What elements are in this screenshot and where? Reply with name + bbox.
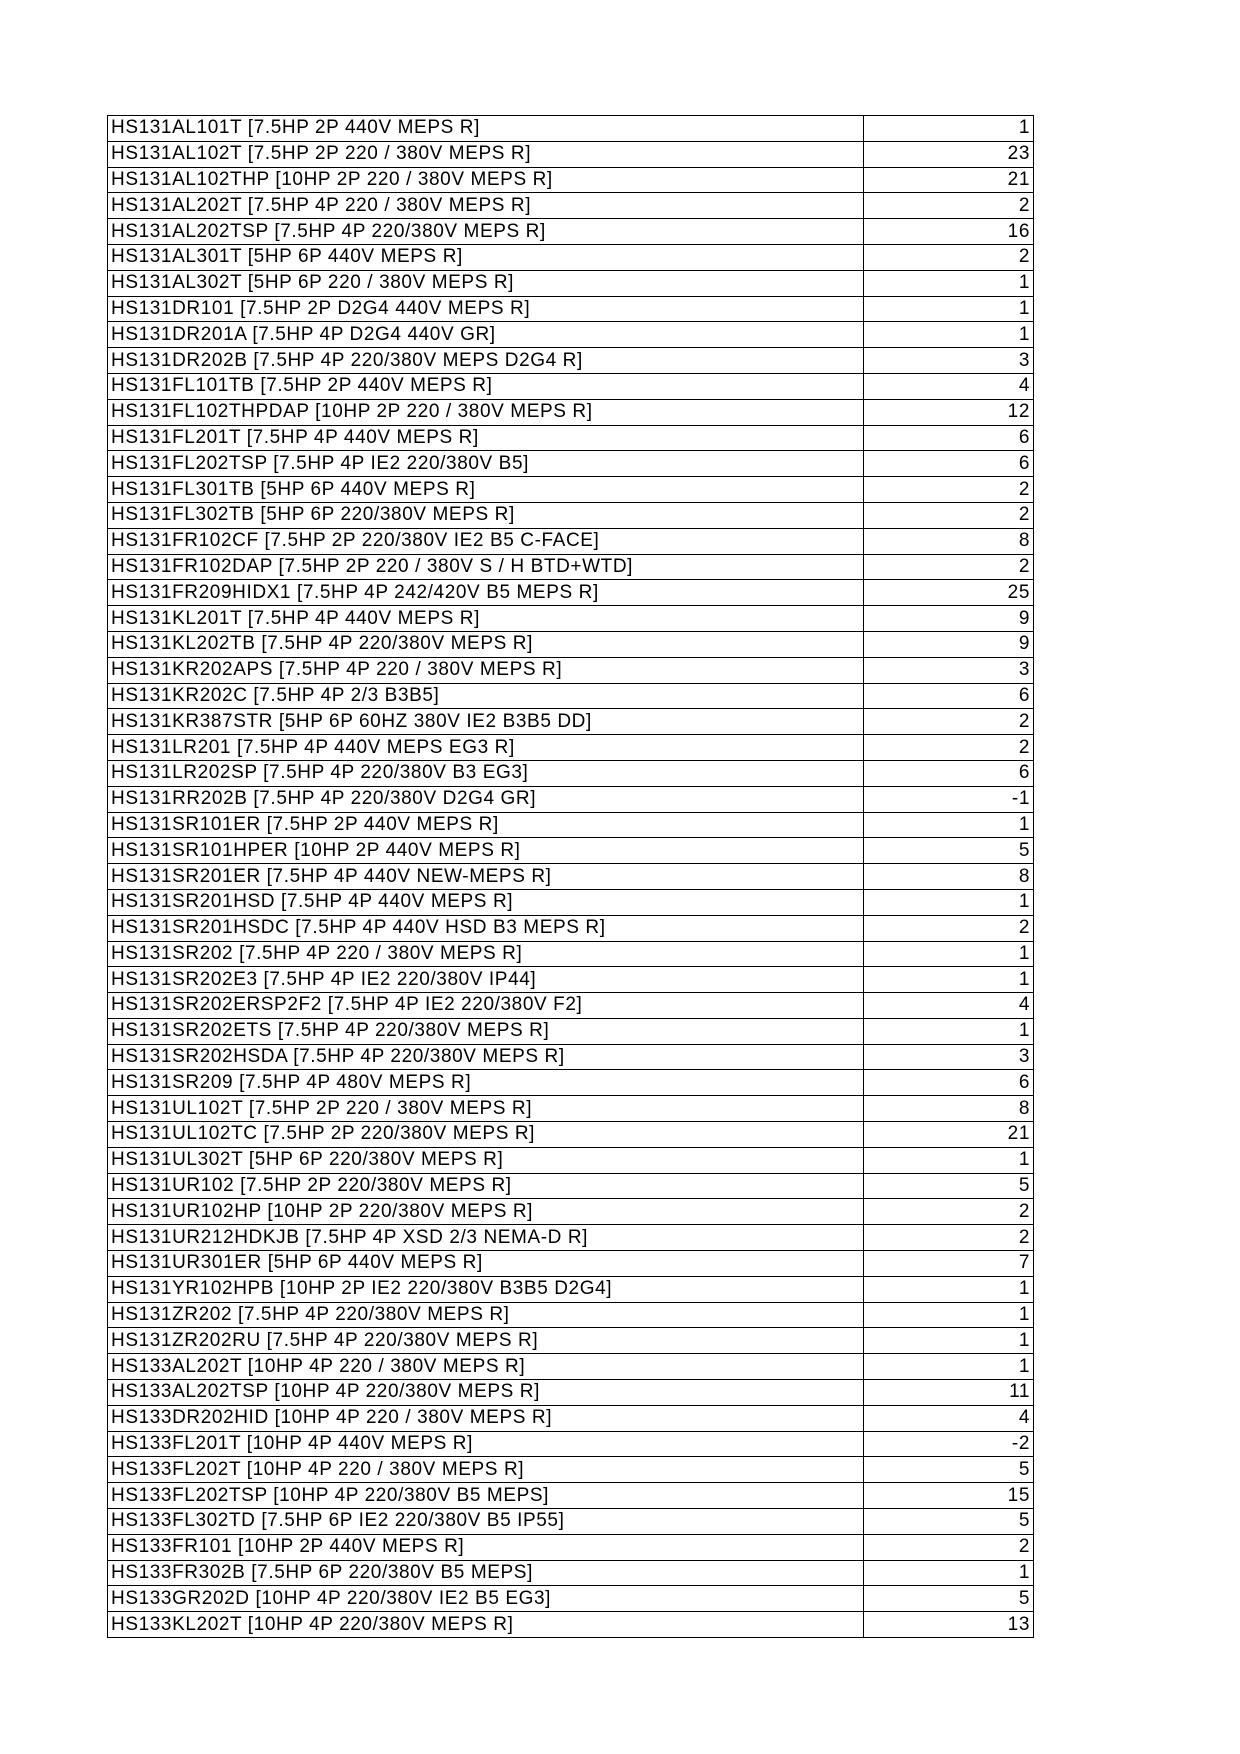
part-number-cell: HS131FL102THPDAP [10HP 2P 220 / 380V MEPS R] (108, 399, 864, 425)
table-row (108, 451, 1034, 477)
quantity-cell: 2 (864, 477, 1034, 503)
table-row (108, 554, 1034, 580)
part-number-cell: HS131DR201A [7.5HP 4P D2G4 440V GR] (108, 322, 864, 348)
quantity-cell: 21 (864, 167, 1034, 193)
quantity-cell: -2 (864, 1431, 1034, 1457)
quantity-cell: 1 (864, 270, 1034, 296)
quantity-cell: 3 (864, 1044, 1034, 1070)
quantity-cell: 1 (864, 1328, 1034, 1354)
part-number-cell: HS131KR202APS [7.5HP 4P 220 / 380V MEPS R] (108, 657, 864, 683)
part-number-cell: HS133FL302TD [7.5HP 6P IE2 220/380V B5 IP55] (108, 1509, 864, 1535)
quantity-cell: 1 (864, 1276, 1034, 1302)
part-number-cell: HS131SR201HSDC [7.5HP 4P 440V HSD B3 MEPS R] (108, 915, 864, 941)
part-number-cell: HS133FL202T [10HP 4P 220 / 380V MEPS R] (108, 1457, 864, 1483)
table-row (108, 683, 1034, 709)
quantity-cell: 1 (864, 967, 1034, 993)
table-row (108, 1276, 1034, 1302)
quantity-cell: 25 (864, 580, 1034, 606)
table-row (108, 502, 1034, 528)
quantity-cell: 2 (864, 735, 1034, 761)
quantity-cell: 11 (864, 1380, 1034, 1406)
part-number-cell: HS133FR101 [10HP 2P 440V MEPS R] (108, 1534, 864, 1560)
quantity-cell: 4 (864, 993, 1034, 1019)
quantity-cell: 6 (864, 425, 1034, 451)
table-row (108, 1147, 1034, 1173)
table-row (108, 915, 1034, 941)
quantity-cell: 15 (864, 1483, 1034, 1509)
table-row (108, 141, 1034, 167)
quantity-cell: 2 (864, 244, 1034, 270)
part-number-cell: HS131FR102CF [7.5HP 2P 220/380V IE2 B5 C-FACE] (108, 528, 864, 554)
part-number-cell: HS131SR201ER [7.5HP 4P 440V NEW-MEPS R] (108, 864, 864, 890)
part-number-cell: HS131LR202SP [7.5HP 4P 220/380V B3 EG3] (108, 760, 864, 786)
part-number-cell: HS131SR101HPER [10HP 2P 440V MEPS R] (108, 838, 864, 864)
quantity-cell: 13 (864, 1612, 1034, 1638)
table-row (108, 528, 1034, 554)
table-row (108, 1096, 1034, 1122)
quantity-cell: 12 (864, 399, 1034, 425)
quantity-cell: 3 (864, 348, 1034, 374)
quantity-cell: 8 (864, 1096, 1034, 1122)
table-row (108, 993, 1034, 1019)
quantity-cell: 1 (864, 889, 1034, 915)
part-number-cell: HS131AL301T [5HP 6P 440V MEPS R] (108, 244, 864, 270)
quantity-cell: 6 (864, 451, 1034, 477)
table-row (108, 322, 1034, 348)
quantity-cell: 1 (864, 1354, 1034, 1380)
table-row (108, 709, 1034, 735)
quantity-cell: 2 (864, 502, 1034, 528)
quantity-cell: 1 (864, 1560, 1034, 1586)
part-number-cell: HS131KR387STR [5HP 6P 60HZ 380V IE2 B3B5 DD] (108, 709, 864, 735)
part-number-cell: HS131SR202 [7.5HP 4P 220 / 380V MEPS R] (108, 941, 864, 967)
quantity-cell: 16 (864, 219, 1034, 245)
table-row (108, 296, 1034, 322)
quantity-cell: -1 (864, 786, 1034, 812)
part-number-cell: HS131RR202B [7.5HP 4P 220/380V D2G4 GR] (108, 786, 864, 812)
table-row (108, 1225, 1034, 1251)
table-row (108, 941, 1034, 967)
quantity-cell: 4 (864, 1405, 1034, 1431)
table-row (108, 864, 1034, 890)
part-number-cell: HS131FR209HIDX1 [7.5HP 4P 242/420V B5 MEPS R] (108, 580, 864, 606)
part-number-cell: HS131FL301TB [5HP 6P 440V MEPS R] (108, 477, 864, 503)
part-number-cell: HS131UR102HP [10HP 2P 220/380V MEPS R] (108, 1199, 864, 1225)
table-row (108, 1173, 1034, 1199)
table-row (108, 399, 1034, 425)
quantity-cell: 5 (864, 1586, 1034, 1612)
table-row (108, 1070, 1034, 1096)
quantity-cell: 21 (864, 1122, 1034, 1148)
table-row (108, 838, 1034, 864)
quantity-cell: 2 (864, 1225, 1034, 1251)
quantity-cell: 1 (864, 1302, 1034, 1328)
part-number-cell: HS133FL201T [10HP 4P 440V MEPS R] (108, 1431, 864, 1457)
table-row (108, 348, 1034, 374)
part-number-cell: HS133GR202D [10HP 4P 220/380V IE2 B5 EG3] (108, 1586, 864, 1612)
table-row (108, 786, 1034, 812)
table-row (108, 967, 1034, 993)
table-row (108, 1509, 1034, 1535)
part-number-cell: HS133KL202T [10HP 4P 220/380V MEPS R] (108, 1612, 864, 1638)
quantity-cell: 6 (864, 1070, 1034, 1096)
quantity-cell: 4 (864, 373, 1034, 399)
table-row (108, 270, 1034, 296)
quantity-cell: 1 (864, 941, 1034, 967)
table-row (108, 1534, 1034, 1560)
part-number-cell: HS131AL302T [5HP 6P 220 / 380V MEPS R] (108, 270, 864, 296)
part-number-cell: HS131SR202HSDA [7.5HP 4P 220/380V MEPS R] (108, 1044, 864, 1070)
part-number-cell: HS131UR102 [7.5HP 2P 220/380V MEPS R] (108, 1173, 864, 1199)
table-row (108, 657, 1034, 683)
quantity-cell: 8 (864, 528, 1034, 554)
table-row (108, 1328, 1034, 1354)
part-number-cell: HS131UL102T [7.5HP 2P 220 / 380V MEPS R] (108, 1096, 864, 1122)
table-row (108, 1018, 1034, 1044)
table-row (108, 219, 1034, 245)
part-number-cell: HS131FL201T [7.5HP 4P 440V MEPS R] (108, 425, 864, 451)
quantity-cell: 7 (864, 1251, 1034, 1277)
part-number-cell: HS131FL302TB [5HP 6P 220/380V MEPS R] (108, 502, 864, 528)
quantity-cell: 1 (864, 296, 1034, 322)
part-number-cell: HS131DR202B [7.5HP 4P 220/380V MEPS D2G4 R] (108, 348, 864, 374)
table-row (108, 1560, 1034, 1586)
quantity-cell: 1 (864, 116, 1034, 142)
table-row (108, 193, 1034, 219)
part-number-cell: HS131UR212HDKJB [7.5HP 4P XSD 2/3 NEMA-D R] (108, 1225, 864, 1251)
quantity-cell: 5 (864, 1457, 1034, 1483)
table-row (108, 760, 1034, 786)
quantity-cell: 2 (864, 1534, 1034, 1560)
quantity-cell: 23 (864, 141, 1034, 167)
part-number-cell: HS131ZR202 [7.5HP 4P 220/380V MEPS R] (108, 1302, 864, 1328)
quantity-cell: 1 (864, 812, 1034, 838)
part-number-cell: HS131SR201HSD [7.5HP 4P 440V MEPS R] (108, 889, 864, 915)
part-number-cell: HS131FL101TB [7.5HP 2P 440V MEPS R] (108, 373, 864, 399)
table-row (108, 735, 1034, 761)
table-row (108, 1354, 1034, 1380)
table-row (108, 116, 1034, 142)
table-row (108, 1302, 1034, 1328)
part-number-cell: HS133FL202TSP [10HP 4P 220/380V B5 MEPS] (108, 1483, 864, 1509)
part-number-cell: HS131UL302T [5HP 6P 220/380V MEPS R] (108, 1147, 864, 1173)
quantity-cell: 2 (864, 554, 1034, 580)
table-row (108, 1612, 1034, 1638)
quantity-cell: 2 (864, 709, 1034, 735)
table-row (108, 167, 1034, 193)
quantity-cell: 5 (864, 1509, 1034, 1535)
part-number-cell: HS131AL202T [7.5HP 4P 220 / 380V MEPS R] (108, 193, 864, 219)
part-number-cell: HS131KR202C [7.5HP 4P 2/3 B3B5] (108, 683, 864, 709)
table-row (108, 373, 1034, 399)
quantity-cell: 3 (864, 657, 1034, 683)
quantity-cell: 2 (864, 1199, 1034, 1225)
quantity-cell: 5 (864, 838, 1034, 864)
table-row (108, 1405, 1034, 1431)
table-row (108, 1380, 1034, 1406)
quantity-cell: 6 (864, 683, 1034, 709)
quantity-cell: 1 (864, 322, 1034, 348)
part-number-cell: HS131SR202ERSP2F2 [7.5HP 4P IE2 220/380V F2] (108, 993, 864, 1019)
quantity-cell: 1 (864, 1147, 1034, 1173)
table-row (108, 889, 1034, 915)
table-row (108, 1251, 1034, 1277)
table-row (108, 812, 1034, 838)
part-number-cell: HS131YR102HPB [10HP 2P IE2 220/380V B3B5 D2G4] (108, 1276, 864, 1302)
quantity-cell: 6 (864, 760, 1034, 786)
table-row (108, 1044, 1034, 1070)
quantity-cell: 9 (864, 631, 1034, 657)
inventory-table (107, 115, 1034, 1638)
table-row (108, 1199, 1034, 1225)
table-row (108, 1122, 1034, 1148)
part-number-cell: HS131KL202TB [7.5HP 4P 220/380V MEPS R] (108, 631, 864, 657)
table-row (108, 631, 1034, 657)
part-number-cell: HS131LR201 [7.5HP 4P 440V MEPS EG3 R] (108, 735, 864, 761)
part-number-cell: HS131ZR202RU [7.5HP 4P 220/380V MEPS R] (108, 1328, 864, 1354)
quantity-cell: 8 (864, 864, 1034, 890)
table-row (108, 1586, 1034, 1612)
quantity-cell: 2 (864, 915, 1034, 941)
table-row (108, 477, 1034, 503)
part-number-cell: HS133DR202HID [10HP 4P 220 / 380V MEPS R] (108, 1405, 864, 1431)
part-number-cell: HS131DR101 [7.5HP 2P D2G4 440V MEPS R] (108, 296, 864, 322)
table-row (108, 1457, 1034, 1483)
part-number-cell: HS133AL202TSP [10HP 4P 220/380V MEPS R] (108, 1380, 864, 1406)
table-row (108, 580, 1034, 606)
inventory-table-body (108, 116, 1034, 1638)
table-row (108, 1483, 1034, 1509)
part-number-cell: HS131SR209 [7.5HP 4P 480V MEPS R] (108, 1070, 864, 1096)
table-row (108, 1431, 1034, 1457)
quantity-cell: 5 (864, 1173, 1034, 1199)
part-number-cell: HS131SR101ER [7.5HP 2P 440V MEPS R] (108, 812, 864, 838)
part-number-cell: HS133FR302B [7.5HP 6P 220/380V B5 MEPS] (108, 1560, 864, 1586)
quantity-cell: 9 (864, 606, 1034, 632)
part-number-cell: HS133AL202T [10HP 4P 220 / 380V MEPS R] (108, 1354, 864, 1380)
part-number-cell: HS131AL202TSP [7.5HP 4P 220/380V MEPS R] (108, 219, 864, 245)
table-row (108, 425, 1034, 451)
part-number-cell: HS131SR202E3 [7.5HP 4P IE2 220/380V IP44] (108, 967, 864, 993)
part-number-cell: HS131FR102DAP [7.5HP 2P 220 / 380V S / H BTD+WTD] (108, 554, 864, 580)
part-number-cell: HS131UR301ER [5HP 6P 440V MEPS R] (108, 1251, 864, 1277)
table-row (108, 606, 1034, 632)
part-number-cell: HS131SR202ETS [7.5HP 4P 220/380V MEPS R] (108, 1018, 864, 1044)
part-number-cell: HS131KL201T [7.5HP 4P 440V MEPS R] (108, 606, 864, 632)
part-number-cell: HS131AL102THP [10HP 2P 220 / 380V MEPS R] (108, 167, 864, 193)
part-number-cell: HS131FL202TSP [7.5HP 4P IE2 220/380V B5] (108, 451, 864, 477)
table-row (108, 244, 1034, 270)
part-number-cell: HS131AL101T [7.5HP 2P 440V MEPS R] (108, 116, 864, 142)
part-number-cell: HS131UL102TC [7.5HP 2P 220/380V MEPS R] (108, 1122, 864, 1148)
quantity-cell: 1 (864, 1018, 1034, 1044)
quantity-cell: 2 (864, 193, 1034, 219)
part-number-cell: HS131AL102T [7.5HP 2P 220 / 380V MEPS R] (108, 141, 864, 167)
